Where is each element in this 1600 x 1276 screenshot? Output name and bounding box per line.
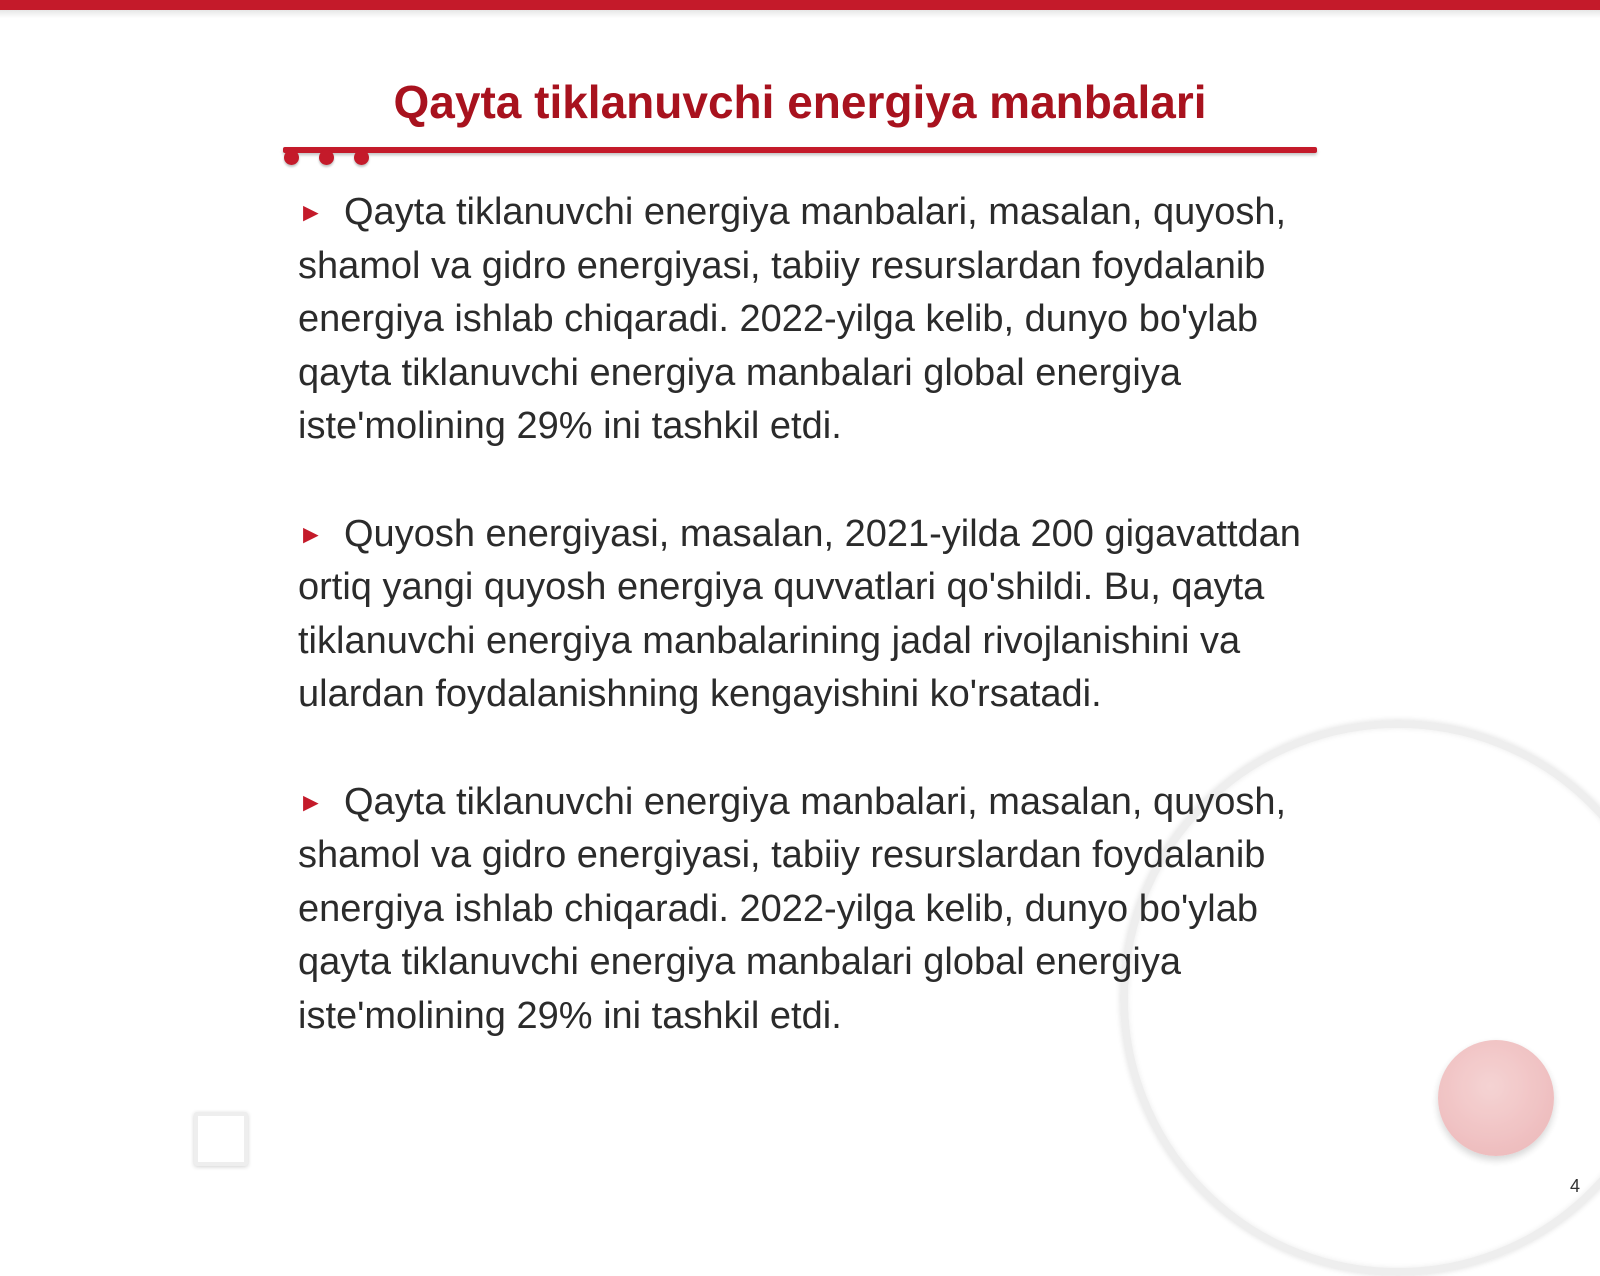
page-number: 4 [1569, 1176, 1580, 1196]
slide-body [298, 186, 1318, 1097]
bullet-text-1: Qayta tiklanuvchi energiya manbalari, masalan, quyosh, shamol va gidro energiyasi, tabiiy resurslardan foydalanib energiya ishlab chiqaradi. 2022-yilga kelib, dunyo bo'ylab qayta tiklanuvchi energiya manbalari global energiya iste'molining 29% ini tashkil etdi. [298, 191, 1287, 447]
bullet-item-2 [298, 508, 1318, 722]
bullet-item-1 [298, 186, 1318, 454]
bullet-text-3: Qayta tiklanuvchi energiya manbalari, masalan, quyosh, shamol va gidro energiyasi, tabiiy resurslardan foydalanib energiya ishlab chiqaradi. 2022-yilga kelib, dunyo bo'ylab qayta tiklanuvchi energiya manbalari global energiya iste'molining 29% ini tashkil etdi. [298, 780, 1287, 1037]
top-bar-shadow [0, 10, 1600, 18]
triangle-bullet-icon: ► [298, 197, 324, 227]
title-underline [283, 147, 1317, 153]
bullet-text-2: Quyosh energiyasi, masalan, 2021-yilda 200 gigavattdan ortiq yangi quyosh energiya quvvatlari qo'shildi. Bu, qayta tiklanuvchi energiya manbalarining jadal rivojlanishini va ulardan foydalanishning kengayishini ko'rsatadi. [298, 512, 1301, 715]
decor-pink-circle [1438, 1040, 1554, 1156]
decor-square [194, 1112, 248, 1166]
decor-dot-2 [319, 150, 334, 165]
triangle-bullet-icon: ► [298, 518, 324, 549]
top-accent-bar [0, 0, 1600, 10]
bullet-item-3 [298, 776, 1318, 1044]
decor-dot-3 [354, 150, 369, 165]
slide-title: Qayta tiklanuvchi energiya manbalari [393, 76, 1207, 128]
triangle-bullet-icon: ► [298, 786, 324, 817]
decor-dot-1 [284, 150, 299, 165]
